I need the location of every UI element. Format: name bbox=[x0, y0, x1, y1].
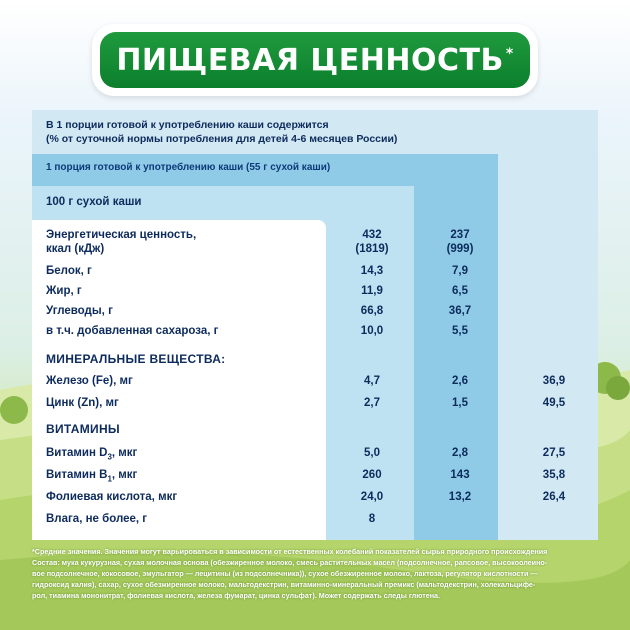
portion-header: 1 порция готовой к употреблению каши (55 г сухой каши) bbox=[46, 162, 331, 173]
footnote-line: гидроксид калия), сахар, сухое обезжиренное молоко, мальтодекстрин, витаминно-минеральный премикс (мальтодекстрин, холекальцифе- bbox=[32, 580, 536, 589]
header-line-1: В 1 порции готовой к употреблению каши содержится bbox=[46, 119, 329, 131]
label-text: Витамин B bbox=[46, 469, 108, 481]
label-subscript: 1 bbox=[107, 474, 112, 484]
footnote-line: Состав: мука кукурузная, сухая молочная основа (обезжиренное молоко, смесь растительных масел (подсолнечное, рапсовое, высокоолеино- bbox=[32, 558, 548, 567]
value-portion bbox=[430, 228, 490, 256]
table-row bbox=[32, 446, 598, 466]
value-per100: 5,0 bbox=[364, 447, 380, 459]
row-label: Влага, не более, г bbox=[46, 513, 148, 525]
value-portion: 143 bbox=[450, 469, 470, 481]
row-label: Белок, г bbox=[46, 265, 92, 277]
value-portion: 5,5 bbox=[452, 325, 468, 337]
value-per100: 260 bbox=[362, 469, 382, 481]
value-portion: 7,9 bbox=[452, 265, 468, 277]
row-label: Углеводы, г bbox=[46, 305, 113, 317]
table-row bbox=[32, 264, 598, 284]
row-label: Жир, г bbox=[46, 285, 82, 297]
table-row bbox=[32, 324, 598, 344]
label-unit: , мкг bbox=[111, 447, 138, 459]
row-label bbox=[46, 446, 137, 464]
energy-kcal-portion: 237 bbox=[450, 229, 470, 241]
value-per100: 11,9 bbox=[361, 285, 383, 297]
value-per100: 8 bbox=[368, 513, 376, 525]
table-row bbox=[32, 374, 598, 394]
table-row bbox=[32, 396, 598, 416]
table-row bbox=[32, 468, 598, 488]
row-label bbox=[46, 468, 137, 486]
energy-kj-portion: (999) bbox=[446, 243, 474, 255]
value-portion: 2,6 bbox=[452, 375, 468, 387]
table-row bbox=[32, 512, 598, 532]
value-percent: 27,5 bbox=[542, 447, 566, 459]
header-line-2: (% от суточной нормы потребления для детей 4-6 месяцев России) bbox=[46, 133, 398, 145]
value-percent: 49,5 bbox=[542, 397, 566, 409]
value-portion: 13,2 bbox=[448, 491, 472, 503]
label-text: Витамин D bbox=[46, 447, 108, 459]
panel-header bbox=[32, 110, 598, 154]
value-per100 bbox=[342, 228, 402, 256]
value-portion: 36,7 bbox=[448, 305, 472, 317]
footnote bbox=[32, 546, 598, 601]
footnote-line: вое подсолнечное, кокосовое, эмульгатор — лецитины (из подсолнечника)), сухое обезжиренное молоко, лактоза, регулятор кислотности — bbox=[32, 569, 538, 578]
value-percent: 35,8 bbox=[542, 469, 566, 481]
value-per100: 4,7 bbox=[364, 375, 380, 387]
value-portion: 2,8 bbox=[452, 447, 468, 459]
energy-label-line-1: Энергетическая ценность, bbox=[46, 229, 197, 241]
value-per100: 2,7 bbox=[364, 397, 380, 409]
row-label: Железо (Fe), мг bbox=[46, 375, 133, 387]
page-title bbox=[100, 32, 530, 88]
label-unit: , мкг bbox=[111, 469, 138, 481]
label-subscript: 3 bbox=[107, 452, 112, 462]
value-portion: 6,5 bbox=[452, 285, 468, 297]
row-label bbox=[46, 228, 196, 256]
value-per100: 14,3 bbox=[360, 265, 384, 277]
energy-kcal-per100: 432 bbox=[362, 229, 382, 241]
value-per100: 24,0 bbox=[360, 491, 384, 503]
value-portion: 1,5 bbox=[452, 397, 468, 409]
row-label: Цинк (Zn), мг bbox=[46, 397, 119, 409]
title-banner bbox=[92, 24, 538, 96]
energy-kj-per100: (1819) bbox=[355, 243, 389, 255]
table-row bbox=[32, 490, 598, 510]
minerals-heading: МИНЕРАЛЬНЫЕ ВЕЩЕСТВА: bbox=[46, 352, 226, 366]
energy-label-line-2: ккал (кДж) bbox=[46, 243, 105, 255]
table-row bbox=[32, 228, 598, 258]
row-label: в т.ч. добавленная сахароза, г bbox=[46, 325, 219, 337]
value-percent: 36,9 bbox=[542, 375, 566, 387]
footnote-line: *Средние значения. Значения могут варьироваться в зависимости от естественных колебаний показателей сырья природного происхождения bbox=[32, 547, 548, 556]
row-label: Фолиевая кислота, мкг bbox=[46, 491, 178, 503]
table-row bbox=[32, 304, 598, 324]
title-text: ПИЩЕВАЯ ЦЕННОСТЬ bbox=[116, 42, 504, 78]
footnote-line: рол, тиамина мононитрат, фолиевая кислота, железа фумарат, цинка сульфат). Может содержать следы глютена. bbox=[32, 591, 441, 600]
value-per100: 66,8 bbox=[360, 305, 384, 317]
per100-header: 100 г сухой каши bbox=[46, 196, 142, 208]
vitamins-heading: ВИТАМИНЫ bbox=[46, 422, 120, 436]
value-per100: 10,0 bbox=[360, 325, 384, 337]
table-row bbox=[32, 284, 598, 304]
value-percent: 26,4 bbox=[542, 491, 566, 503]
title-footnote-mark: * bbox=[505, 46, 514, 62]
